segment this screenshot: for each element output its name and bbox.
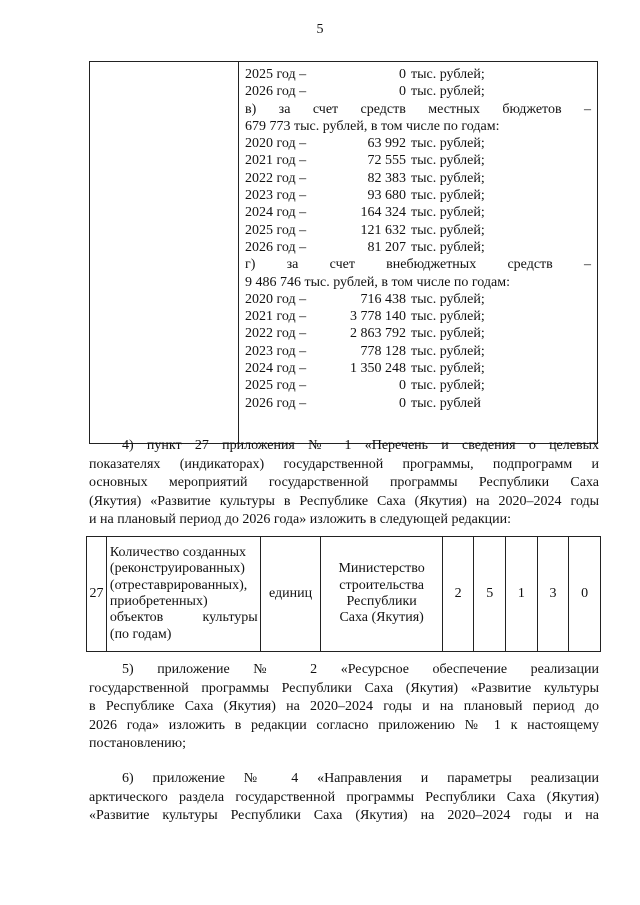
funding-year: 2026 год – — [245, 395, 307, 411]
funding-line: г) за счет внебюджетных средств – — [245, 257, 591, 273]
indicator-name-line: объектов культуры — [109, 610, 258, 626]
funding-line — [245, 325, 591, 342]
funding-amount: 121 632 — [360, 222, 406, 238]
text-line: 5) приложение № 2 «Ресурсное обеспечение реализации — [122, 662, 599, 677]
indicator-value: 1 — [506, 537, 538, 652]
funding-amount: 0 — [399, 67, 406, 82]
text-line: (Якутия) «Развитие культуры в Республике Саха (Якутия) на 2020–2024 годы — [89, 493, 599, 509]
indicator-name-line: Количество созданных — [109, 545, 247, 561]
paragraph-5 — [89, 661, 599, 754]
funding-year: 2025 год – — [245, 67, 307, 82]
indicator-number: 27 — [87, 537, 107, 652]
text-line: показателях (индикаторах) государственной программы, подпрограмм и — [89, 456, 599, 472]
indicator-value: 2 — [442, 537, 474, 652]
funding-unit: тыс. рублей; — [411, 170, 485, 186]
funding-year: 2023 год – — [245, 188, 307, 204]
funding-unit: тыс. рублей; — [411, 343, 485, 359]
text-line: в Республике Саха (Якутия) на 2020–2024 годы и на плановый период до — [89, 699, 599, 715]
table-column-divider — [238, 62, 239, 443]
funding-line — [245, 222, 591, 239]
funding-unit: тыс. рублей — [411, 395, 481, 411]
indicator-value: 0 — [569, 537, 601, 652]
funding-unit: тыс. рублей; — [411, 378, 485, 394]
indicator-name — [106, 537, 260, 652]
paragraph-4 — [89, 437, 599, 530]
funding-line — [245, 239, 591, 256]
indicator-name-line: приобретенных) — [109, 594, 208, 609]
text-line: 6) приложение № 4 «Направления и параметры реализации — [122, 771, 599, 786]
funding-line — [245, 187, 591, 204]
paragraph-6 — [89, 770, 599, 826]
funding-unit: тыс. рублей; — [411, 291, 485, 307]
funding-line: 9 486 746 тыс. рублей, в том числе по годам: — [245, 274, 510, 290]
funding-year: 2021 год – — [245, 309, 307, 325]
funding-year: 2022 год – — [245, 170, 307, 186]
funding-line — [245, 291, 591, 308]
funding-unit: тыс. рублей; — [411, 239, 485, 255]
funding-line — [245, 135, 591, 152]
funding-unit: тыс. рублей; — [411, 309, 485, 325]
indicator-name-line: (по годам) — [109, 626, 172, 642]
indicator-table — [86, 536, 601, 652]
funding-amount: 81 207 — [367, 239, 406, 255]
text-line: 4) пункт 27 приложения № 1 «Перечень и сведения о целевых — [122, 438, 599, 453]
funding-amount: 1 350 248 — [350, 361, 406, 377]
funding-lines — [245, 66, 591, 412]
funding-amount: 3 778 140 — [350, 309, 406, 325]
funding-year: 2021 год – — [245, 153, 307, 169]
funding-amount: 0 — [399, 395, 406, 411]
funding-table — [89, 61, 598, 444]
funding-year: 2024 год – — [245, 205, 307, 221]
text-line: арктического раздела государственной программы Республики Саха (Якутия) — [89, 789, 599, 805]
text-line: постановлению; — [89, 736, 187, 752]
funding-amount: 82 383 — [367, 170, 406, 186]
funding-year: 2020 год – — [245, 136, 307, 152]
funding-year: 2020 год – — [245, 291, 307, 307]
indicator-responsible — [321, 537, 442, 652]
text-line: государственной программы Республики Саха (Якутия) «Развитие культуры — [89, 680, 599, 696]
text-line: «Развитие культуры Республики Саха (Якутия) на 2020–2024 годы и на — [89, 808, 599, 824]
funding-unit: тыс. рублей; — [411, 222, 485, 238]
funding-line — [245, 152, 591, 169]
funding-year: 2023 год – — [245, 343, 307, 359]
responsible-line: Министерство — [338, 561, 425, 577]
funding-line — [245, 343, 591, 360]
funding-year: 2025 год – — [245, 222, 307, 238]
funding-unit: тыс. рублей; — [411, 84, 485, 100]
funding-amount: 164 324 — [360, 205, 406, 221]
page-number: 5 — [316, 22, 324, 37]
funding-line: 679 773 тыс. рублей, в том числе по годам: — [245, 118, 500, 134]
indicator-value: 3 — [537, 537, 569, 652]
funding-year: 2025 год – — [245, 378, 307, 394]
funding-year: 2026 год – — [245, 84, 307, 100]
funding-amount: 716 438 — [360, 291, 406, 307]
funding-amount: 0 — [399, 84, 406, 100]
funding-unit: тыс. рублей; — [411, 136, 485, 152]
funding-unit: тыс. рублей; — [411, 67, 485, 82]
funding-amount: 0 — [399, 378, 406, 394]
funding-line — [245, 83, 591, 100]
funding-year: 2024 год – — [245, 361, 307, 377]
responsible-line: Саха (Якутия) — [339, 610, 424, 626]
text-line: 2026 года» изложить в редакции согласно приложению № 1 к настоящему — [89, 717, 599, 733]
funding-line — [245, 66, 591, 83]
indicator-name-line: (отреставрированных), — [109, 577, 248, 593]
responsible-line: Республики — [346, 594, 417, 609]
responsible-line: строительства — [339, 577, 424, 593]
funding-line — [245, 360, 591, 377]
funding-line — [245, 377, 591, 394]
funding-unit: тыс. рублей; — [411, 188, 485, 204]
funding-amount: 72 555 — [367, 153, 406, 169]
text-line: и на плановый период до 2026 года» изложить в следующей редакции: — [89, 512, 512, 528]
funding-line — [245, 308, 591, 325]
indicator-value: 5 — [474, 537, 506, 652]
funding-amount: 2 863 792 — [350, 326, 406, 342]
funding-amount: 93 680 — [367, 188, 406, 204]
funding-year: 2022 год – — [245, 326, 307, 342]
funding-year: 2026 год – — [245, 239, 307, 255]
funding-unit: тыс. рублей; — [411, 326, 485, 342]
funding-unit: тыс. рублей; — [411, 361, 485, 377]
funding-amount: 778 128 — [360, 343, 406, 359]
funding-unit: тыс. рублей; — [411, 153, 485, 169]
funding-line: в) за счет средств местных бюджетов – — [245, 101, 591, 117]
funding-line — [245, 395, 591, 412]
text-line: основных мероприятий государственной программы Республики Саха — [89, 475, 599, 491]
funding-unit: тыс. рублей; — [411, 205, 485, 221]
funding-amount: 63 992 — [367, 136, 406, 152]
funding-line — [245, 170, 591, 187]
table-row — [87, 537, 601, 652]
funding-line — [245, 204, 591, 221]
indicator-name-line: (реконструированных) — [109, 561, 245, 577]
indicator-unit: единиц — [260, 537, 321, 652]
